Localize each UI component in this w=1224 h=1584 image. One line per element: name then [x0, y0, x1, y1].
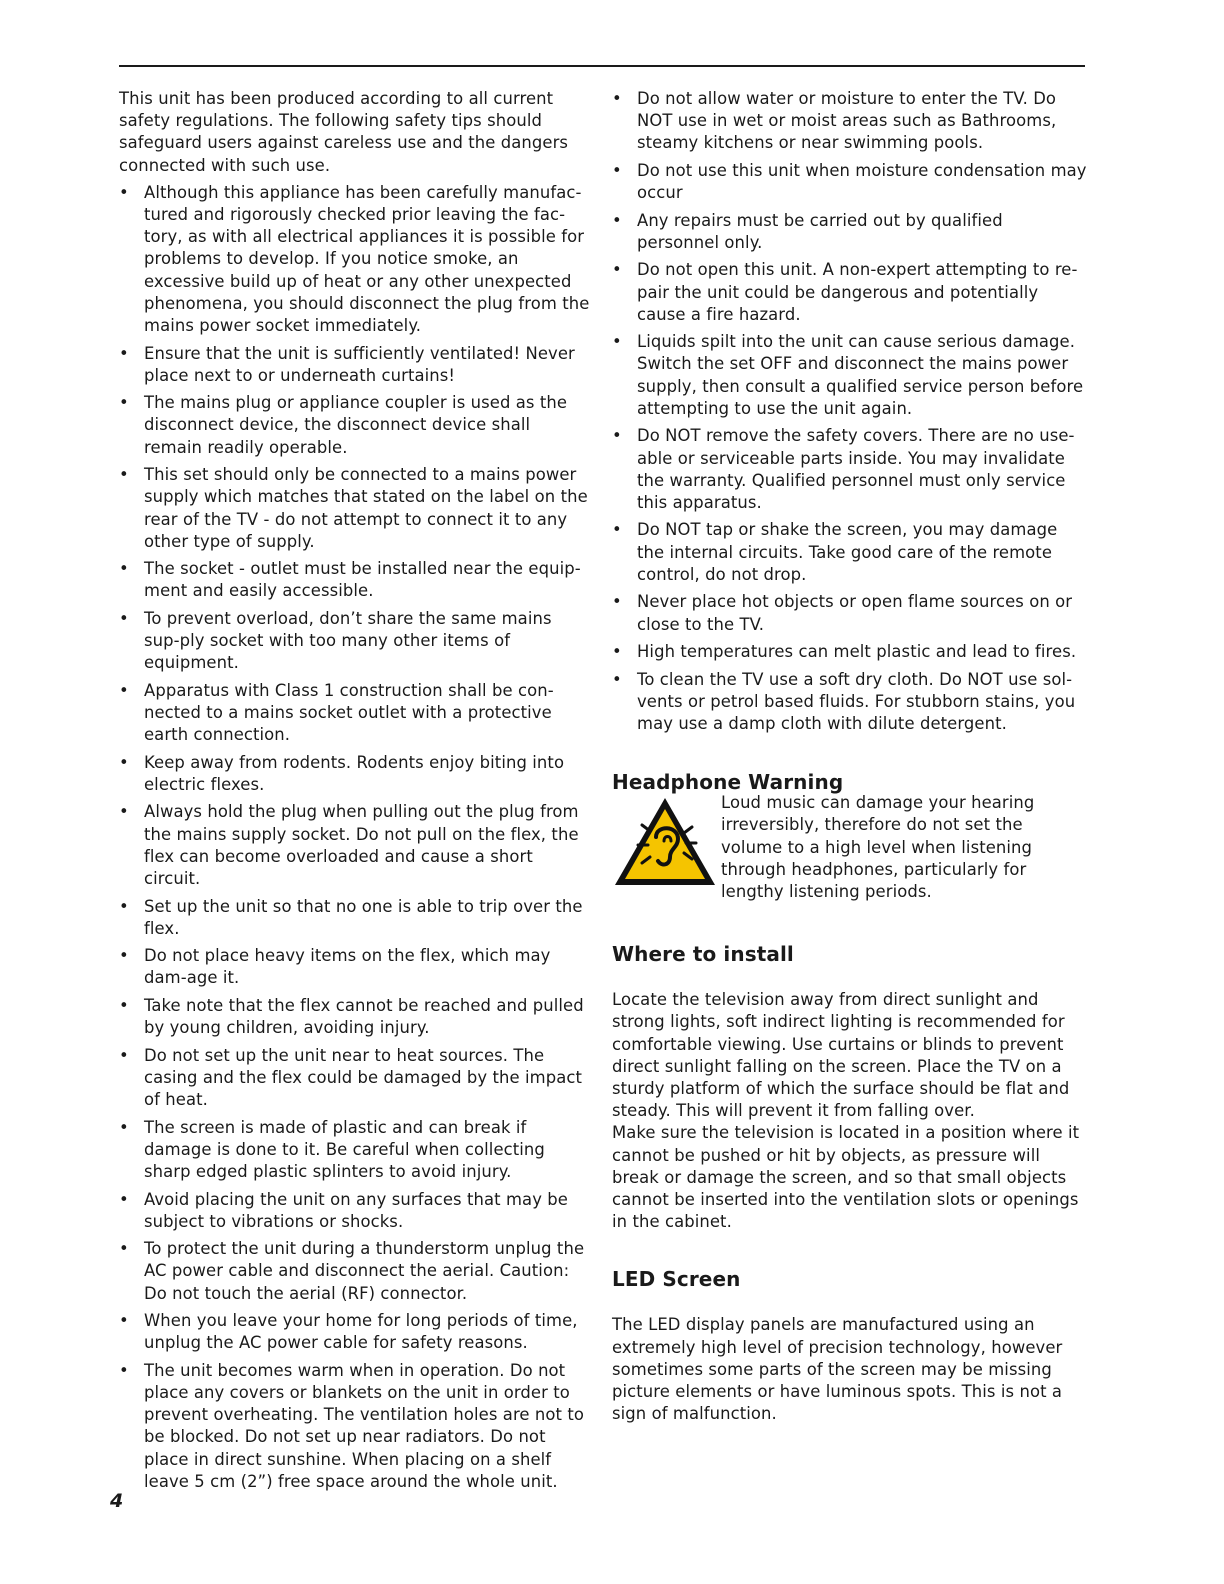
- safety-list-left: [119, 182, 591, 1493]
- headphone-warning-heading: Headphone Warning: [612, 770, 844, 795]
- list-item: • Do not allow water or moisture to enter the TV. Do NOT use in wet or moist areas such as Bathrooms, steamy kitchens or near swimming pools.: [612, 88, 1088, 155]
- list-item: • Keep away from rodents. Rodents enjoy biting into electric flexes.: [119, 752, 591, 796]
- list-item: • Although this appliance has been carefully manufac-tured and rigorously checked prior leaving the fac-tory, as with all electrical appliances it is possible for problems to develop. If you notice smoke, an excessive build up of heat or any other unexpected phenomena, you should disconnect the plug from the mains power socket immediately.: [119, 182, 591, 337]
- list-item: • When you leave your home for long periods of time, unplug the AC power cable for safety reasons.: [119, 1310, 591, 1354]
- safety-list-right: [612, 88, 1088, 735]
- list-item: • Do NOT remove the safety covers. There are no use-able or serviceable parts inside. You may invalidate the warranty. Qualified personnel must only service this apparatus.: [612, 425, 1088, 514]
- list-item: • Do not open this unit. A non-expert attempting to re-pair the unit could be dangerous and potentially cause a fire hazard.: [612, 259, 1088, 326]
- list-item: • To clean the TV use a soft dry cloth. Do NOT use sol-vents or petrol based fluids. For stubborn stains, you may use a damp cloth with dilute detergent.: [612, 669, 1088, 736]
- list-item: • To prevent overload, don’t share the same mains sup-ply socket with too many other items of equipment.: [119, 608, 591, 675]
- list-item: • Ensure that the unit is sufficiently ventilated! Never place next to or underneath curtains!: [119, 343, 591, 387]
- list-item: • The unit becomes warm when in operation. Do not place any covers or blankets on the unit in order to prevent overheating. The ventilation holes are not to be blocked. Do not set up near radiators. Do not place in direct sunshine. When placing on a shelf leave 5 cm (2”) free space around the whole unit.: [119, 1360, 591, 1493]
- intro-paragraph: This unit has been produced according to all current safety regulations. The following safety tips should safeguard users against careless use and the dangers connected with such use.: [119, 89, 569, 175]
- led-screen-heading: LED Screen: [612, 1267, 741, 1292]
- list-item: • Do not set up the unit near to heat sources. The casing and the flex could be damaged by the impact of heat.: [119, 1045, 591, 1112]
- top-rule: [119, 65, 1085, 67]
- list-item: • The screen is made of plastic and can break if damage is done to it. Be careful when collecting sharp edged plastic splinters to avoid injury.: [119, 1117, 591, 1184]
- right-column: [612, 88, 1088, 1425]
- list-item: • Avoid placing the unit on any surfaces that may be subject to vibrations or shocks.: [119, 1189, 591, 1233]
- list-item: • Apparatus with Class 1 construction shall be con-nected to a mains socket outlet with a protective earth connection.: [119, 680, 591, 747]
- list-item: • Liquids spilt into the unit can cause serious damage. Switch the set OFF and disconnect the mains power supply, then consult a qualified service person before attempting to use the unit again.: [612, 331, 1088, 420]
- list-item: • Any repairs must be carried out by qualified personnel only.: [612, 210, 1088, 254]
- list-item: • Do NOT tap or shake the screen, you may damage the internal circuits. Take good care of the remote control, do not drop.: [612, 519, 1088, 586]
- list-item: • High temperatures can melt plastic and lead to fires.: [612, 641, 1088, 663]
- list-item: • The socket - outlet must be installed near the equip-ment and easily accessible.: [119, 558, 591, 602]
- list-item: • Take note that the flex cannot be reached and pulled by young children, avoiding injury.: [119, 995, 591, 1039]
- install-paragraph-2: Make sure the television is located in a position where it cannot be pushed or hit by objects, as pressure will break or damage the screen, and so that small objects cannot be inserted into the ventilation slots or openings in the cabinet.: [612, 1123, 1080, 1232]
- headphone-warning-block: [612, 795, 1088, 910]
- list-item: • Do not use this unit when moisture condensation may occur: [612, 160, 1088, 204]
- install-paragraph-1: Locate the television away from direct sunlight and strong lights, soft indirect lighting is recommended for comfortable viewing. Use curtains or blinds to prevent direct sunlight falling on the screen. Place the TV on a sturdy platform of which the surface should be flat and steady. This will prevent it from falling over.: [612, 990, 1070, 1121]
- list-item: • Do not place heavy items on the flex, which may dam-age it.: [119, 945, 591, 989]
- list-item: • To protect the unit during a thunderstorm unplug the AC power cable and disconnect the aerial. Caution: Do not touch the aerial (RF) connector.: [119, 1238, 591, 1305]
- headphone-warning-text: Loud music can damage your hearing irreversibly, therefore do not set the volume to a high level when listening through headphones, particularly for lengthy listening periods.: [721, 793, 1035, 901]
- hearing-warning-icon: [612, 795, 718, 889]
- list-item: • Set up the unit so that no one is able to trip over the flex.: [119, 896, 591, 940]
- list-item: • This set should only be connected to a mains power supply which matches that stated on the label on the rear of the TV - do not attempt to connect it to any other type of supply.: [119, 464, 591, 553]
- page-number: 4: [110, 1490, 124, 1512]
- led-screen-paragraph: The LED display panels are manufactured using an extremely high level of precision technology, however sometimes some parts of the screen may be missing picture elements or have luminous spots. This is not a sign of malfunction.: [612, 1315, 1063, 1424]
- list-item: • Always hold the plug when pulling out the plug from the mains supply socket. Do not pull on the flex, the flex can become overloaded and cause a short circuit.: [119, 801, 591, 890]
- left-column: [119, 88, 591, 1498]
- list-item: • The mains plug or appliance coupler is used as the disconnect device, the disconnect device shall remain readily operable.: [119, 392, 591, 459]
- where-to-install-heading: Where to install: [612, 942, 794, 967]
- list-item: • Never place hot objects or open flame sources on or close to the TV.: [612, 591, 1088, 635]
